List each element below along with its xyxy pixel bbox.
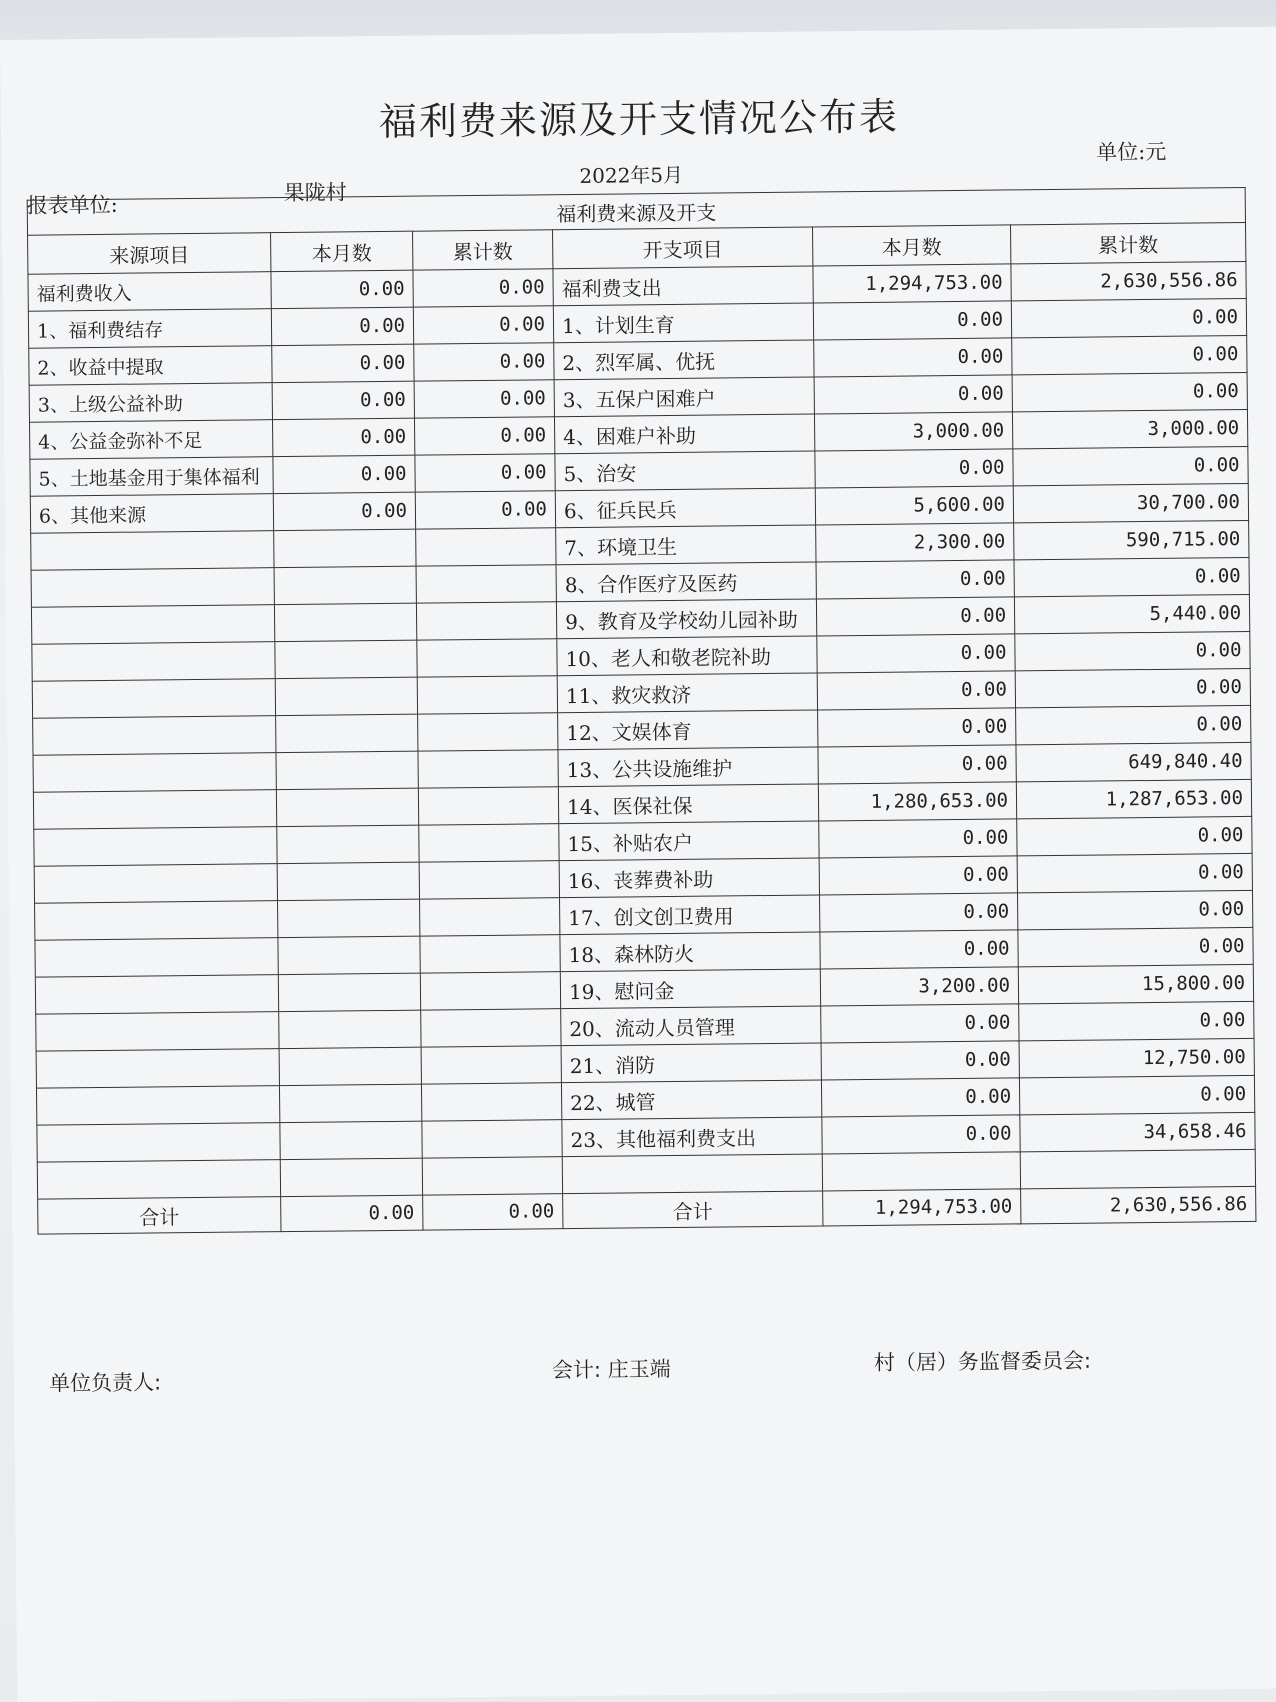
expense-item-cell: 4、困难户补助 [554,414,814,454]
expense-month-cell: 0.00 [815,449,1013,488]
report-period: 2022年5月 [579,162,684,188]
expense-cumulative-cell: 30,700.00 [1013,483,1248,522]
expense-month-cell [822,1152,1020,1191]
expense-month-cell: 1,294,753.00 [813,264,1011,303]
source-month-cell: 0.00 [273,492,415,530]
expense-month-cell: 3,000.00 [814,412,1012,451]
source-cumulative-cell: 0.00 [414,380,554,418]
expense-month-cell: 0.00 [818,708,1016,747]
source-item-cell [31,568,274,608]
expense-cumulative-cell: 0.00 [1017,853,1252,892]
source-item-cell [36,1012,279,1052]
expense-cumulative-cell: 590,715.00 [1014,520,1249,559]
source-month-cell [278,973,420,1011]
expense-cumulative-cell: 0.00 [1014,557,1249,596]
total-label: 合计 [38,1197,281,1235]
total-expense-label: 合计 [563,1191,823,1229]
source-month-cell [274,529,416,567]
source-cumulative-cell [418,713,558,751]
source-month-cell: 0.00 [271,307,413,345]
report-unit-label: 报表单位: [26,192,118,218]
source-month-cell [276,788,418,826]
source-cumulative-cell: 0.00 [413,269,553,307]
expense-item-cell: 13、公共设施维护 [558,747,818,787]
source-item-cell [31,605,274,645]
expense-month-cell: 0.00 [818,745,1016,784]
source-item-cell: 4、公益金弥补不足 [30,420,273,460]
source-cumulative-cell [419,824,559,862]
source-cumulative-cell: 0.00 [415,491,555,529]
expense-item-cell: 11、救灾救济 [557,673,817,713]
source-item-cell [36,1049,279,1089]
col-expense-item: 开支项目 [553,227,813,269]
expense-cumulative-cell: 0.00 [1012,335,1247,374]
source-month-cell [274,603,416,641]
source-cumulative-cell [420,972,560,1010]
expense-month-cell: 0.00 [819,819,1017,858]
expense-cumulative-cell: 1,287,653.00 [1016,779,1251,818]
source-month-cell: 0.00 [272,344,414,382]
expense-month-cell: 0.00 [819,893,1017,932]
expense-month-cell: 0.00 [821,1041,1019,1080]
col-expense-cumulative: 累计数 [1010,222,1245,263]
total-source-cumulative: 0.00 [423,1194,563,1230]
source-item-cell [31,531,274,571]
expense-cumulative-cell: 0.00 [1016,705,1251,744]
source-item-cell [32,642,275,682]
expense-cumulative-cell: 2,630,556.86 [1011,261,1246,300]
source-month-cell [275,640,417,678]
expense-month-cell: 0.00 [819,856,1017,895]
expense-cumulative-cell: 649,840.40 [1016,742,1251,781]
source-month-cell [276,714,418,752]
expense-item-cell: 10、老人和敬老院补助 [557,636,817,676]
expense-cumulative-cell: 3,000.00 [1012,409,1247,448]
source-item-cell [36,1086,279,1126]
source-cumulative-cell [422,1157,562,1195]
source-item-cell [35,975,278,1015]
source-item-cell [34,827,277,867]
expense-item-cell: 20、流动人员管理 [561,1006,821,1046]
source-month-cell: 0.00 [272,418,414,456]
source-cumulative-cell: 0.00 [415,454,555,492]
source-month-cell [278,936,420,974]
source-item-cell [33,790,276,830]
source-cumulative-cell [421,1046,561,1084]
expense-item-cell [562,1154,822,1194]
source-item-cell [37,1123,280,1163]
source-item-cell: 1、福利费结存 [28,309,271,349]
expense-cumulative-cell: 0.00 [1012,372,1247,411]
expense-month-cell: 0.00 [817,634,1015,673]
total-expense-cumulative: 2,630,556.86 [1021,1186,1256,1223]
expense-cumulative-cell: 0.00 [1017,890,1252,929]
expense-cumulative-cell: 34,658.46 [1020,1112,1255,1151]
expense-item-cell: 18、森林防火 [560,932,820,972]
source-month-cell: 0.00 [273,455,415,493]
currency-unit: 单位:元 [1096,139,1167,165]
source-cumulative-cell: 0.00 [413,306,553,344]
expense-cumulative-cell: 5,440.00 [1014,594,1249,633]
document-page [0,27,1276,1702]
source-month-cell [279,1084,421,1122]
expense-month-cell: 5,600.00 [815,486,1013,525]
source-cumulative-cell [420,898,560,936]
source-month-cell [280,1121,422,1159]
expense-item-cell: 16、丧葬费补助 [559,858,819,898]
expense-item-cell: 2、烈军属、优抚 [554,340,814,380]
expense-month-cell: 0.00 [813,301,1011,340]
total-source-month: 0.00 [281,1195,423,1231]
expense-cumulative-cell: 0.00 [1013,446,1248,485]
page-title: 福利费来源及开支情况公布表 [378,94,900,145]
expense-item-cell: 12、文娱体育 [558,710,818,750]
expense-item-cell: 6、征兵民兵 [555,488,815,528]
unit-head-signature: 单位负责人: [48,1370,162,1396]
expense-item-cell: 22、城管 [561,1080,821,1120]
expense-item-cell: 23、其他福利费支出 [562,1117,822,1157]
source-cumulative-cell [416,565,556,603]
expense-cumulative-cell: 0.00 [1011,298,1246,337]
source-item-cell [34,864,277,904]
source-item-cell: 5、土地基金用于集体福利 [30,457,273,497]
source-month-cell [275,677,417,715]
expense-item-cell: 8、合作医疗及医药 [556,562,816,602]
source-item-cell: 6、其他来源 [30,494,273,534]
source-cumulative-cell [421,1083,561,1121]
expense-item-cell: 17、创文创卫费用 [560,895,820,935]
section-header: 福利费来源及开支 [27,187,1245,235]
source-item-cell: 3、上级公益补助 [29,383,272,423]
source-cumulative-cell [421,1009,561,1047]
expense-month-cell: 0.00 [820,930,1018,969]
expense-cumulative-cell [1020,1149,1255,1188]
expense-month-cell: 0.00 [814,375,1012,414]
expense-month-cell: 0.00 [821,1078,1019,1117]
expense-month-cell: 1,280,653.00 [818,782,1016,821]
source-item-cell [37,1160,280,1200]
source-item-cell: 2、收益中提取 [29,346,272,386]
expense-item-cell: 19、慰问金 [560,969,820,1009]
source-month-cell [277,825,419,863]
expense-cumulative-cell: 0.00 [1018,927,1253,966]
source-month-cell [278,899,420,937]
expense-cumulative-cell: 15,800.00 [1018,964,1253,1003]
source-cumulative-cell [418,787,558,825]
source-cumulative-cell [419,861,559,899]
source-month-cell [279,1010,421,1048]
welfare-table [27,187,1257,1235]
source-item-cell: 福利费收入 [28,272,271,312]
expense-item-cell: 7、环境卫生 [556,525,816,565]
source-item-cell [35,901,278,941]
source-cumulative-cell: 0.00 [414,417,554,455]
expense-month-cell: 0.00 [816,560,1014,599]
expense-item-cell: 1、计划生育 [553,303,813,343]
expense-month-cell: 0.00 [814,338,1012,377]
source-cumulative-cell [416,528,556,566]
source-month-cell [280,1158,422,1196]
source-cumulative-cell: 0.00 [414,343,554,381]
expense-item-cell: 3、五保户困难户 [554,377,814,417]
expense-month-cell: 3,200.00 [820,967,1018,1006]
source-cumulative-cell [416,602,556,640]
source-cumulative-cell [417,676,557,714]
expense-month-cell: 0.00 [817,671,1015,710]
source-month-cell [277,862,419,900]
source-month-cell [279,1047,421,1085]
col-source-cumulative: 累计数 [413,230,553,270]
expense-month-cell: 2,300.00 [816,523,1014,562]
organization-name: 果陇村 [283,180,347,206]
expense-cumulative-cell: 0.00 [1019,1075,1254,1114]
source-cumulative-cell [422,1120,562,1158]
source-month-cell: 0.00 [272,381,414,419]
expense-cumulative-cell: 0.00 [1015,631,1250,670]
expense-item-cell: 14、医保社保 [558,784,818,824]
supervision-committee-signature: 村（居）务监督委员会: [873,1348,1092,1375]
source-item-cell [33,716,276,756]
expense-item-cell: 9、教育及学校幼儿园补助 [556,599,816,639]
col-source-month: 本月数 [271,231,413,271]
total-expense-month: 1,294,753.00 [823,1189,1021,1226]
expense-cumulative-cell: 0.00 [1015,668,1250,707]
source-month-cell: 0.00 [271,270,413,308]
source-cumulative-cell [420,935,560,973]
expense-item-cell: 5、治安 [555,451,815,491]
expense-month-cell: 0.00 [821,1004,1019,1043]
expense-cumulative-cell: 0.00 [1019,1001,1254,1040]
expense-cumulative-cell: 12,750.00 [1019,1038,1254,1077]
col-expense-month: 本月数 [813,225,1011,266]
source-month-cell [274,566,416,604]
expense-item-cell: 21、消防 [561,1043,821,1083]
source-item-cell [35,938,278,978]
source-month-cell [276,751,418,789]
expense-month-cell: 0.00 [822,1115,1020,1154]
expense-cumulative-cell: 0.00 [1017,816,1252,855]
expense-item-cell: 15、补贴农户 [559,821,819,861]
accountant-signature: 会计: 庄玉端 [551,1357,671,1383]
expense-month-cell: 0.00 [816,597,1014,636]
expense-item-cell: 福利费支出 [553,266,813,306]
source-cumulative-cell [418,750,558,788]
col-source-item: 来源项目 [28,233,271,275]
source-item-cell [33,753,276,793]
source-cumulative-cell [417,639,557,677]
source-item-cell [32,679,275,719]
